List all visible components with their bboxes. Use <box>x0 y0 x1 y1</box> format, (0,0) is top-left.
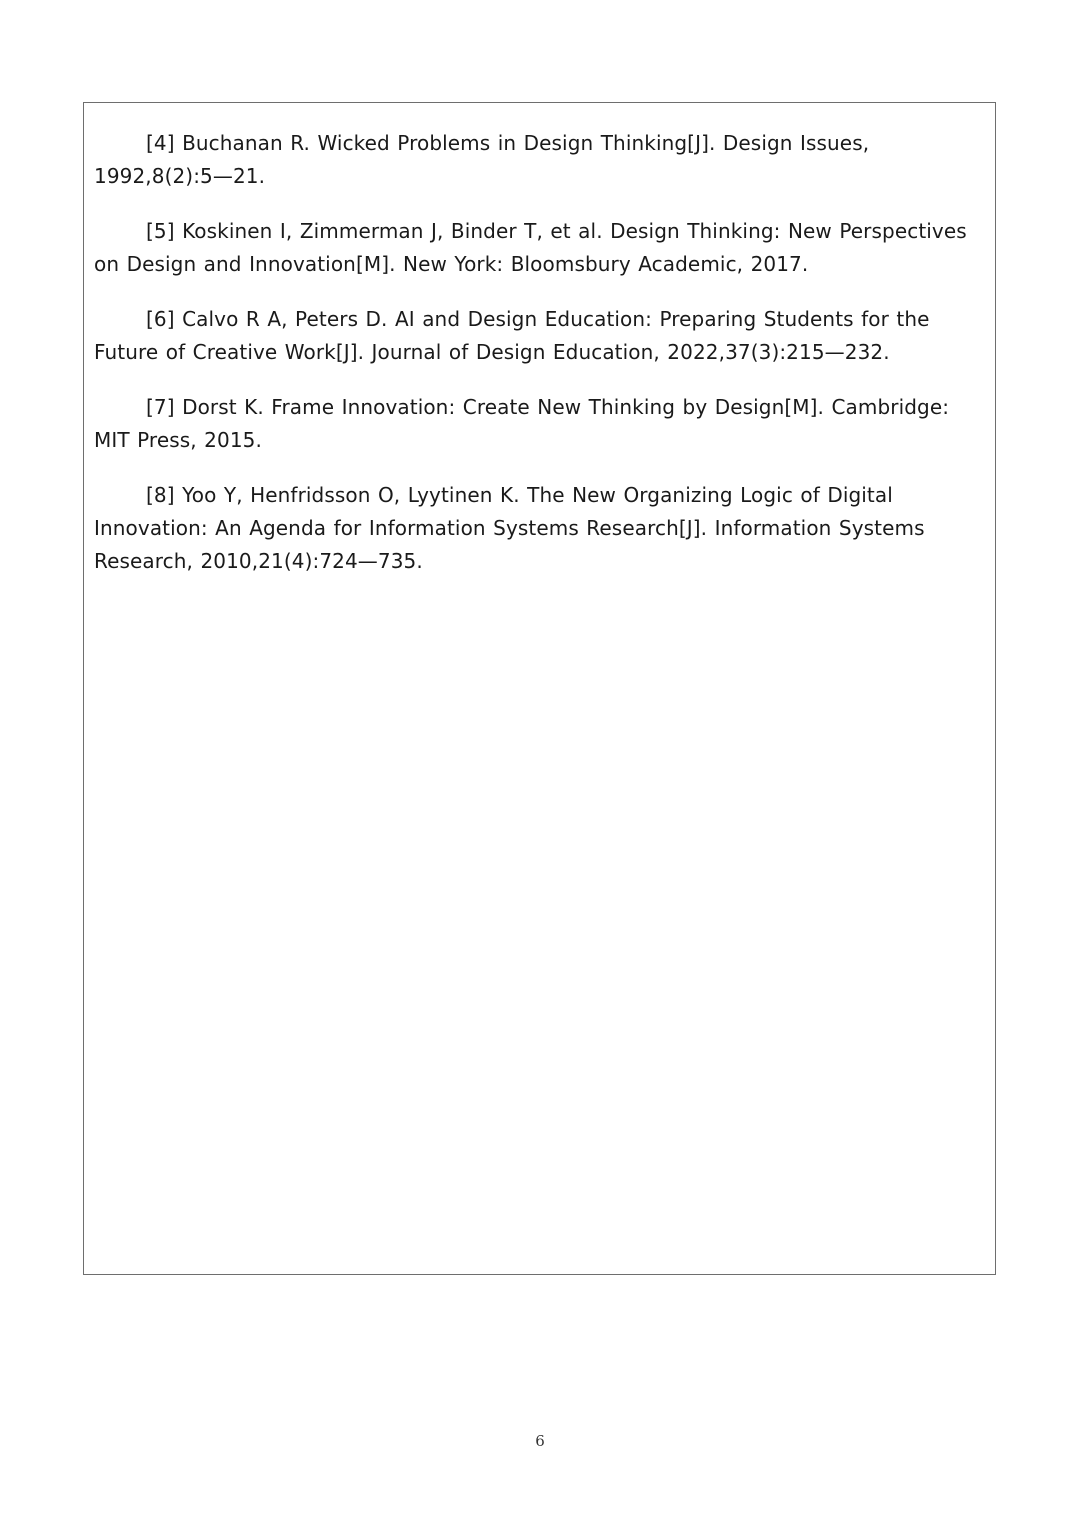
reference-item: [7] Dorst K. Frame Innovation: Create New Thinking by Design[M]. Cambridge: MIT Press, 2015. <box>94 395 950 452</box>
reference-item: [8] Yoo Y, Henfridsson O, Lyytinen K. The New Organizing Logic of Digital Innovation: An Agenda for Information Systems Research[J]. Information Systems Research, 2010,21(4):724—735. <box>94 483 925 573</box>
references-frame <box>83 102 996 1275</box>
page-number: 6 <box>535 1432 545 1450</box>
reference-item: [5] Koskinen I, Zimmerman J, Binder T, et al. Design Thinking: New Perspectives on Design and Innovation[M]. New York: Bloomsbury Academic, 2017. <box>94 219 967 276</box>
reference-list <box>94 127 986 600</box>
reference-item: [6] Calvo R A, Peters D. AI and Design Education: Preparing Students for the Future of Creative Work[J]. Journal of Design Education, 2022,37(3):215—232. <box>94 307 930 364</box>
reference-item: [4] Buchanan R. Wicked Problems in Design Thinking[J]. Design Issues, 1992,8(2):5—21. <box>94 131 870 188</box>
